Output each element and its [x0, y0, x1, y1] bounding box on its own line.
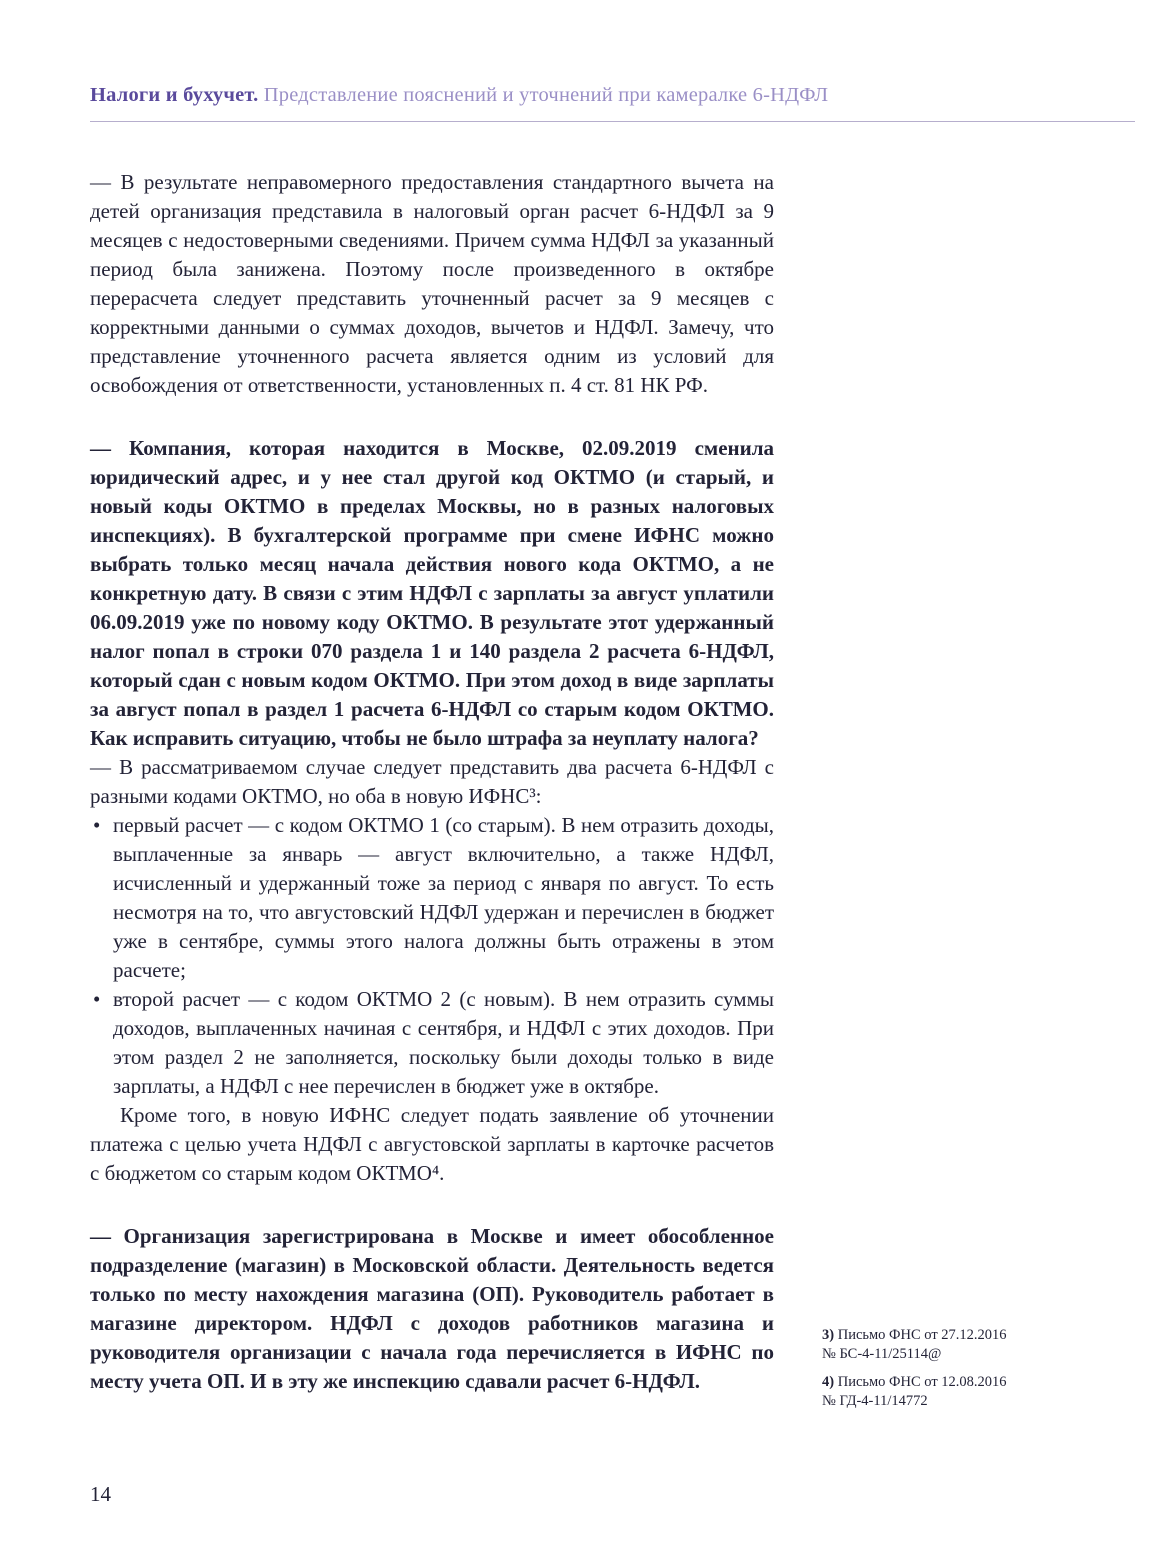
bullet-text: первый расчет — с кодом ОКТМО 1 (со старым). В нем отразить доходы, выплаченные за январь — август включительно, а также НДФЛ, исчисленный и удержанный тоже за период с января по август. То есть несмотря на то, что августовский НДФЛ удержан и перечислен в бюджет уже в сентябре, суммы этого налога должны быть отражены в этом расчете; [113, 813, 774, 982]
footnote-marker: 4) [822, 1374, 835, 1390]
article-body [90, 168, 774, 1396]
page-number: 14 [90, 1482, 111, 1506]
footnote [822, 1326, 1022, 1364]
answer-paragraph: Кроме того, в новую ИФНС следует подать заявление об уточнении платежа с целью учета НДФЛ с августовской зарплаты в карточке расчетов с бюджетом со старым кодом ОКТМО⁴. [90, 1103, 774, 1185]
question-paragraph: — Организация зарегистрирована в Москве и имеет обособленное подразделение (магазин) в Московской области. Деятельность ведется только по месту нахождения магазина (ОП). Руководитель работает в магазине директором. НДФЛ с доходов работников магазина и руководителя организации с начала года перечисляется в ИФНС по месту учета ОП. И в эту же инспекцию сдавали расчет 6-НДФЛ. [90, 1224, 774, 1393]
footnote-text: Письмо ФНС от 12.08.2016 № ГД-4-11/14772 [822, 1374, 1007, 1409]
bullet-icon: • [93, 987, 101, 1011]
bullet-text: второй расчет — с кодом ОКТМО 2 (с новым). В нем отразить суммы доходов, выплаченных начиная с сентября, и НДФЛ с этих доходов. При этом раздел 2 не заполняется, поскольку были доходы только в виде зарплаты, а НДФЛ с нее перечислен в бюджет уже в октябре. [113, 987, 774, 1098]
answer-paragraph: — В рассматриваемом случае следует представить два расчета 6-НДФЛ с разными кодами ОКТМО, но оба в новую ИФНС³: [90, 755, 774, 808]
footnote-marker: 3) [822, 1327, 835, 1343]
bullet-icon: • [93, 813, 101, 837]
page-header [90, 84, 828, 107]
answer-paragraph: — В результате неправомерного предоставления стандартного вычета на детей организация представила в налоговый орган расчет 6-НДФЛ за 9 месяцев с недостоверными сведениями. Причем сумма НДФЛ за указанный период была занижена. Поэтому после произведенного в октябре перерасчета следует представить уточненный расчет за 9 месяцев с корректными данными о суммах доходов, вычетов и НДФЛ. Замечу, что представление уточненного расчета является одним из условий для освобождения от ответственности, установленных п. 4 ст. 81 НК РФ. [90, 170, 774, 397]
header-journal-title: Налоги и бухучет. [90, 84, 259, 106]
bullet-item [90, 811, 774, 985]
footnote [822, 1373, 1022, 1411]
footnotes-sidebar [822, 1326, 1022, 1420]
bullet-item [90, 985, 774, 1101]
question-paragraph: — Компания, которая находится в Москве, 02.09.2019 сменила юридический адрес, и у нее стал другой код ОКТМО (и старый, и новый коды ОКТМО в пределах Москвы, но в разных налоговых инспекциях). В бухгалтерской программе при смене ИФНС можно выбрать только месяц начала действия нового кода ОКТМО, а не конкретную дату. В связи с этим НДФЛ с зарплаты за август уплатили 06.09.2019 уже по новому коду ОКТМО. В результате этот удержанный налог попал в строки 070 раздела 1 и 140 раздела 2 расчета 6-НДФЛ, который сдан с новым кодом ОКТМО. При этом доход в виде зарплаты за август попал в раздел 1 расчета 6-НДФЛ со старым кодом ОКТМО. Как исправить ситуацию, чтобы не было штрафа за неуплату налога? [90, 436, 774, 750]
footnote-text: Письмо ФНС от 27.12.2016 № БС-4-11/25114@ [822, 1327, 1007, 1362]
header-article-title: Представление пояснений и уточнений при камералке 6-НДФЛ [258, 84, 829, 106]
header-rule [90, 121, 1135, 122]
